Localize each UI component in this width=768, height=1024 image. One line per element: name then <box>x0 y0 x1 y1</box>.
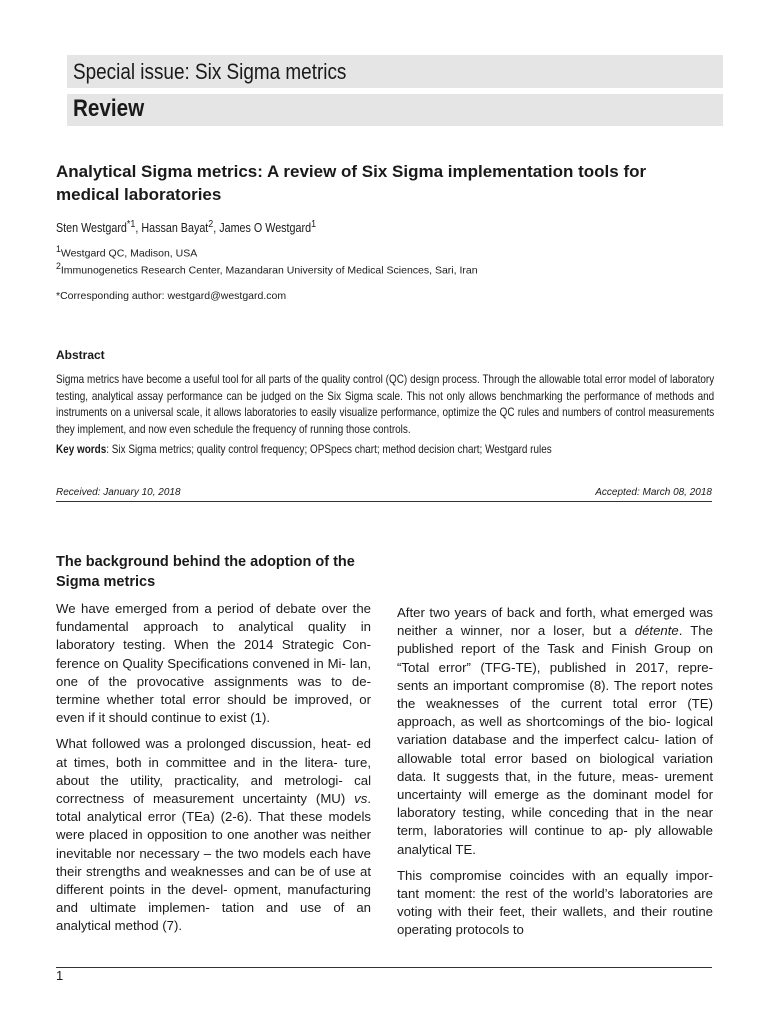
keywords-text: : Six Sigma metrics; quality control frequency; OPSpecs chart; method decision chart; Westgard rules <box>106 443 552 456</box>
issue-label: Special issue: Six Sigma metrics <box>73 59 347 84</box>
author-name: Hassan Bayat <box>141 221 209 236</box>
abstract-heading: Abstract <box>56 348 105 362</box>
keywords-label: Key words <box>56 443 107 456</box>
affiliation-text: Westgard QC, Madison, USA <box>60 247 198 260</box>
author-affiliation-marker: *1 <box>126 219 136 230</box>
body-column-left <box>56 600 371 944</box>
body-paragraph: We have emerged from a period of debate over the fundamental approach to analytical quality in laboratory testing. When the 2014 Strategic Con- ference on Quality Specifications convened in Mi- lan, one of the provocative assignments was to de- termine whether total error should be improved, or even if it should continue to exist (1). <box>56 601 371 726</box>
affiliation-2 <box>56 261 478 277</box>
abstract-text: Sigma metrics have become a useful tool for all parts of the quality control (QC) design process. Through the allowable total error model of laboratory testing, analytical assay performance can be judged on the Six Sigma scale. This not only allows benchmarking the performance of methods and instruments on a universal scale, it allows laboratories to easily visualize performance, optimize the QC rules and numbers of control measurements they implement, and now even schedule the frequency of running those controls. <box>56 373 715 436</box>
affiliation-marker: 1 <box>56 244 61 254</box>
author-affiliation-marker: 2 <box>208 219 214 230</box>
affiliation-1 <box>56 244 197 260</box>
page-number: 1 <box>56 968 64 983</box>
body-paragraph: After two years of back and forth, what emerged was neither a winner, nor a loser, but a détente. The published report of the Task and Finish Group on “Total error” (TFG-TE), published in 2017, repre- sents an important compromise (8). The report notes the weaknesses of the current total error (TE) approach, as well as shortcomings of the bio- logical variation database and the imperfect calcu- lation of allowable total error based on biological variation data. It suggests that, in the future, meas- urement uncertainty will emerge as the dominant model for laboratory testing, while conceding that in the near term, laboratories will continue to ap- ply allowable analytical TE. <box>397 605 713 857</box>
body-paragraph: This compromise coincides with an equally impor- tant moment: the rest of the world’s laboratories are voting with their feet, their wallets, and their routine operating protocols to <box>397 867 713 938</box>
affiliation-marker: 2 <box>56 261 61 271</box>
footer-divider <box>56 967 712 968</box>
dates-divider <box>56 501 712 502</box>
keywords <box>56 443 552 456</box>
body-paragraph: What followed was a prolonged discussion, heat- ed at times, both in committee and in the litera- ture, about the utility, practicality, and metrologi- cal correctness of measurement uncertainty (MU) vs. total analytical error (TEa) (2-6). That these models were placed in opposition to one another was neither inevitable nor necessary – the two models each have their strengths and weaknesses and can be of use at different points in the devel- opment, manufacturing and ultimate implemen- tation and use of an analytical method (7). <box>56 736 371 934</box>
section-heading: The background behind the adoption of the Sigma metrics <box>56 554 355 590</box>
section-banner <box>67 94 723 126</box>
article-title: Analytical Sigma metrics: A review of Six Sigma implementation tools for medical laboratories <box>56 162 647 204</box>
affiliation-text: Immunogenetics Research Center, Mazandaran University of Medical Sciences, Sari, Iran <box>60 264 478 277</box>
author-affiliation-marker: 1 <box>311 219 317 230</box>
corresponding-author: *Corresponding author: westgard@westgard.com <box>56 290 287 302</box>
accepted-date: Accepted: March 08, 2018 <box>595 487 712 498</box>
issue-banner <box>67 55 723 88</box>
author-name: James O Westgard <box>219 221 312 236</box>
received-date: Received: January 10, 2018 <box>56 487 181 498</box>
body-column-right <box>397 604 713 948</box>
section-label: Review <box>73 95 145 122</box>
author-name: Sten Westgard <box>56 221 127 236</box>
author-list: Sten Westgard$^{*1}$, Hassan Bayat$^2$, James O Westgard$^1$ <box>56 219 317 236</box>
